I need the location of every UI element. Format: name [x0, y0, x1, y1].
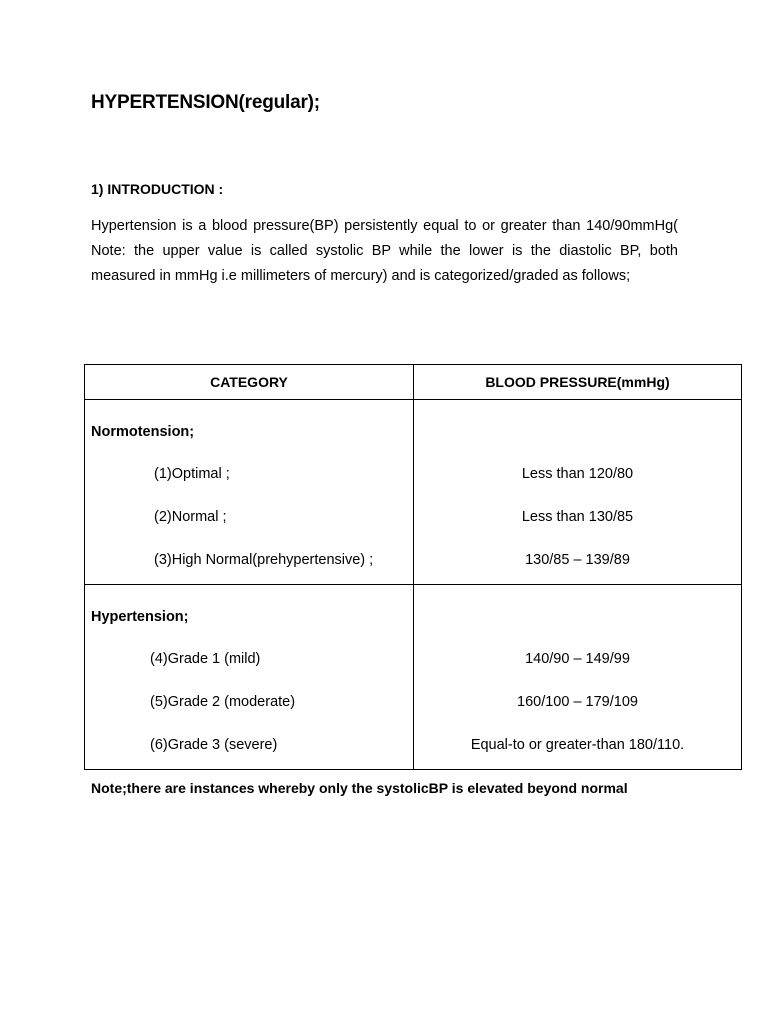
category-item: (1)Optimal ; [154, 466, 230, 482]
value-cell [414, 400, 742, 585]
category-item: (2)Normal ; [154, 509, 227, 525]
intro-paragraph: Hypertension is a blood pressure(BP) persistently equal to or greater than 140/90mmHg( Note: the upper value is called systolic BP while the lower is the diastolic BP, both measured in mmHg i.e millimeters of mercury) and is categorized/graded as follows; [91, 218, 678, 284]
category-item: (4)Grade 1 (mild) [150, 651, 261, 667]
bp-value: 160/100 – 179/109 [517, 694, 638, 710]
table-header-row [85, 365, 742, 400]
category-item: (5)Grade 2 (moderate) [150, 694, 296, 710]
bp-value: Less than 130/85 [521, 509, 634, 525]
table-group-hypertension [85, 585, 742, 770]
bp-value: Less than 120/80 [521, 466, 634, 482]
bp-classification-table [84, 364, 742, 770]
bp-value: Equal-to or greater-than 180/110. [470, 737, 685, 753]
category-cell [85, 400, 414, 585]
category-item: (6)Grade 3 (severe) [150, 737, 278, 753]
header-blood-pressure: BLOOD PRESSURE(mmHg) [414, 365, 742, 400]
group-title: Hypertension; [91, 609, 189, 625]
category-item: (3)High Normal(prehypertensive) ; [154, 552, 374, 568]
header-category: CATEGORY [85, 365, 414, 400]
category-cell [85, 585, 414, 770]
value-cell [414, 585, 742, 770]
footnote: Note;there are instances whereby only the systolicBP is elevated beyond normal [91, 780, 628, 796]
bp-value: 130/85 – 139/89 [525, 552, 630, 568]
group-title: Normotension; [91, 424, 195, 440]
document-title: HYPERTENSION(regular); [91, 92, 320, 113]
table-group-normotension [85, 400, 742, 585]
section-heading: 1) INTRODUCTION : [91, 181, 224, 197]
bp-value: 140/90 – 149/99 [525, 651, 630, 667]
